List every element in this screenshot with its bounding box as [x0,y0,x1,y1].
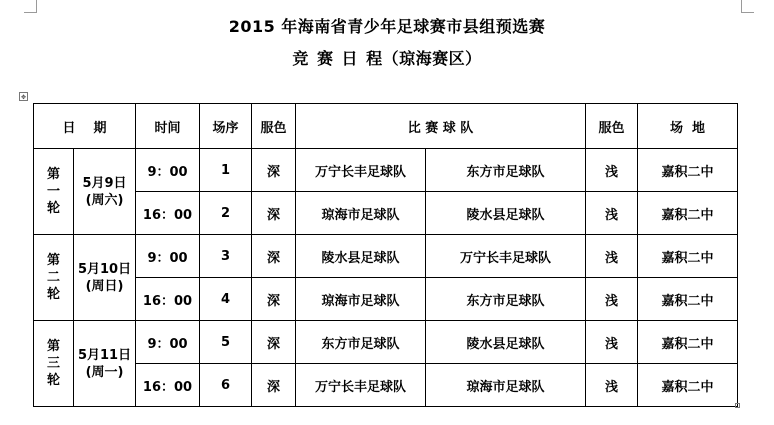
away-team: 万宁长丰足球队 [426,235,586,278]
away-color: 浅 [586,149,638,192]
away-color: 浅 [586,364,638,407]
match-time: 16：00 [136,364,200,407]
table-row [34,321,738,364]
away-color: 浅 [586,321,638,364]
match-time: 9：00 [136,149,200,192]
round-date [74,321,136,407]
home-color: 深 [252,192,296,235]
round-label [34,149,74,235]
away-team: 琼海市足球队 [426,364,586,407]
home-color: 深 [252,235,296,278]
header-away-color: 服色 [586,104,638,149]
match-no: 6 [200,364,252,407]
round-date-weekday: (周六) [85,192,124,208]
match-time: 16：00 [136,278,200,321]
crop-mark-top-right [741,0,754,13]
match-no: 3 [200,235,252,278]
round-label [34,235,74,321]
crop-mark-top-left [24,0,37,13]
round-date [74,149,136,235]
home-team: 万宁长丰足球队 [296,364,426,407]
match-time: 9：00 [136,235,200,278]
match-venue: 嘉积二中 [638,235,738,278]
home-color: 深 [252,364,296,407]
round-label [34,321,74,407]
away-color: 浅 [586,235,638,278]
home-team: 万宁长丰足球队 [296,149,426,192]
home-color: 深 [252,149,296,192]
away-team: 东方市足球队 [426,149,586,192]
away-team: 陵水县足球队 [426,321,586,364]
round-label-char: 第 [46,339,60,354]
round-date-weekday: (周日) [85,278,124,294]
home-team: 东方市足球队 [296,321,426,364]
header-row [34,104,738,149]
home-color: 深 [252,278,296,321]
match-time: 16：00 [136,192,200,235]
match-venue: 嘉积二中 [638,321,738,364]
header-venue: 场 地 [638,104,738,149]
table-row [34,149,738,192]
match-no: 2 [200,192,252,235]
round-label-char: 三 [46,356,60,371]
table-row [34,278,738,321]
match-no: 1 [200,149,252,192]
match-no: 5 [200,321,252,364]
home-team: 陵水县足球队 [296,235,426,278]
round-label-char: 轮 [46,287,60,302]
round-date-weekday: (周一) [85,364,124,380]
match-venue: 嘉积二中 [638,364,738,407]
table-row [34,192,738,235]
round-label-char: 第 [46,167,60,182]
header-home-color: 服色 [252,104,296,149]
round-label-char: 一 [46,184,60,199]
match-no: 4 [200,278,252,321]
round-label-char: 二 [46,270,60,285]
home-team: 琼海市足球队 [296,278,426,321]
round-label-char: 轮 [46,201,60,216]
round-date-day: 5月11日 [77,347,132,363]
away-color: 浅 [586,278,638,321]
table-row [34,364,738,407]
round-date-day: 5月10日 [77,261,132,277]
match-venue: 嘉积二中 [638,192,738,235]
round-date-day: 5月9日 [82,175,127,191]
round-label-char: 第 [46,253,60,268]
schedule-table [33,103,738,407]
document-subtitle: 竞 赛 日 程（琼海赛区） [292,49,482,68]
table-row [34,235,738,278]
round-label-char: 轮 [46,373,60,388]
round-label-text [34,338,73,389]
move-handle-icon[interactable]: ✥ [19,92,28,101]
match-time: 9：00 [136,321,200,364]
away-team: 陵水县足球队 [426,192,586,235]
home-color: 深 [252,321,296,364]
document-title: 2015 年海南省青少年足球赛市县组预选赛 [228,17,546,36]
round-date [74,235,136,321]
header-date: 日 期 [34,104,136,149]
match-venue: 嘉积二中 [638,278,738,321]
match-venue: 嘉积二中 [638,149,738,192]
round-label-text [34,252,73,303]
away-color: 浅 [586,192,638,235]
header-time: 时间 [136,104,200,149]
away-team: 东方市足球队 [426,278,586,321]
header-teams: 比 赛 球 队 [296,104,586,149]
table-resize-handle[interactable] [735,403,740,408]
header-match-no: 场序 [200,104,252,149]
round-label-text [34,166,73,217]
home-team: 琼海市足球队 [296,192,426,235]
